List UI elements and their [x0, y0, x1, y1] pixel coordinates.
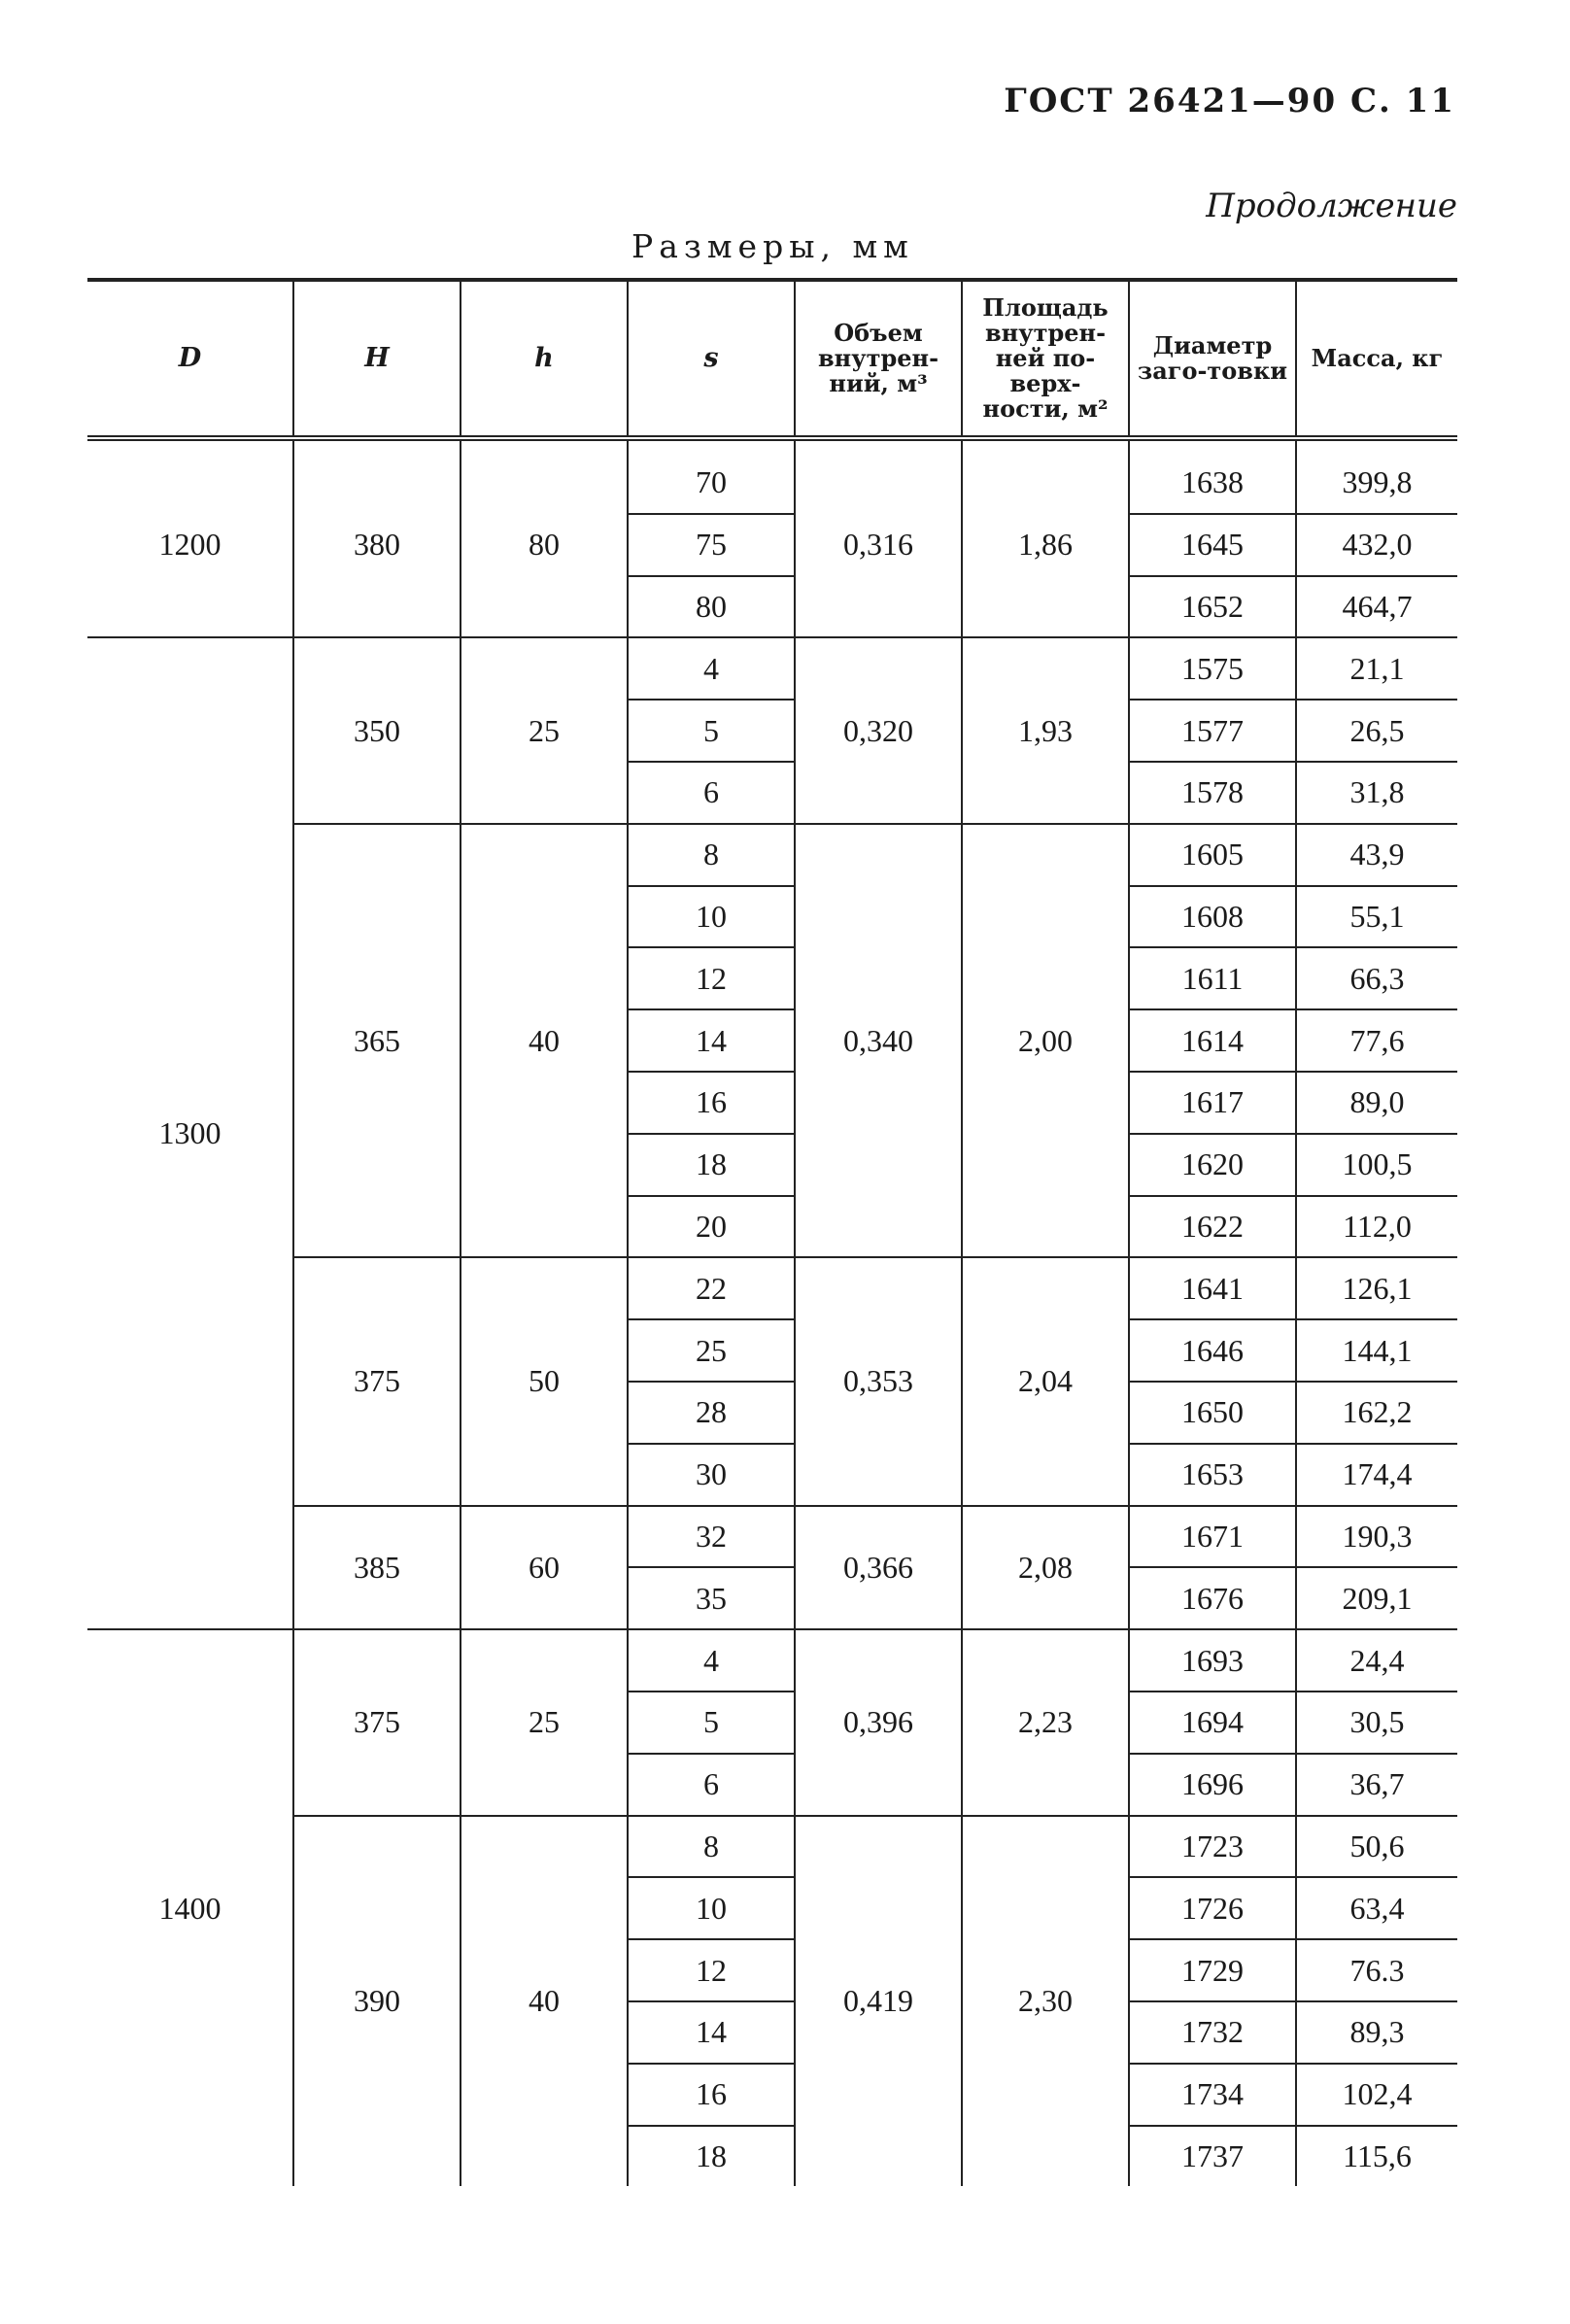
cell-mass: 89,0 — [1296, 1072, 1457, 1134]
cell-blank-diameter: 1734 — [1129, 2064, 1296, 2126]
cell-blank-diameter: 1578 — [1129, 762, 1296, 824]
cell-h: 40 — [461, 824, 628, 1258]
cell-mass: 43,9 — [1296, 824, 1457, 886]
cell-mass: 432,0 — [1296, 514, 1457, 576]
cell-s: 16 — [628, 1072, 795, 1134]
cell-mass: 55,1 — [1296, 886, 1457, 948]
cell-h: 80 — [461, 453, 628, 637]
cell-mass: 36,7 — [1296, 1754, 1457, 1816]
cell-area: 2,30 — [962, 1816, 1129, 2187]
cell-blank-diameter: 1693 — [1129, 1629, 1296, 1692]
cell-mass: 89,3 — [1296, 2001, 1457, 2064]
cell-D: 1300 — [87, 637, 293, 1629]
cell-s: 8 — [628, 1816, 795, 1878]
table-row — [87, 1506, 1457, 1568]
cell-s: 5 — [628, 700, 795, 762]
cell-blank-diameter: 1577 — [1129, 700, 1296, 762]
cell-area: 2,00 — [962, 824, 1129, 1258]
header-row — [87, 280, 1457, 438]
cell-blank-diameter: 1646 — [1129, 1319, 1296, 1382]
cell-h: 25 — [461, 637, 628, 823]
cell-H: 375 — [293, 1629, 461, 1815]
cell-h: 40 — [461, 1816, 628, 2187]
cell-blank-diameter: 1676 — [1129, 1567, 1296, 1629]
cell-s: 20 — [628, 1196, 795, 1258]
cell-blank-diameter: 1671 — [1129, 1506, 1296, 1568]
cell-blank-diameter: 1605 — [1129, 824, 1296, 886]
cell-s: 28 — [628, 1382, 795, 1444]
cell-mass: 126,1 — [1296, 1257, 1457, 1319]
table-body — [87, 438, 1457, 2186]
cell-s: 32 — [628, 1506, 795, 1568]
cell-s: 10 — [628, 886, 795, 948]
cell-blank-diameter: 1614 — [1129, 1009, 1296, 1072]
cell-volume: 0,366 — [795, 1506, 962, 1630]
cell-s: 12 — [628, 947, 795, 1009]
cell-mass: 144,1 — [1296, 1319, 1457, 1382]
cell-s: 16 — [628, 2064, 795, 2126]
cell-mass: 66,3 — [1296, 947, 1457, 1009]
cell-mass: 102,4 — [1296, 2064, 1457, 2126]
cell-s: 30 — [628, 1444, 795, 1506]
cell-s: 12 — [628, 1939, 795, 2001]
cell-blank-diameter: 1641 — [1129, 1257, 1296, 1319]
cell-volume: 0,316 — [795, 453, 962, 637]
cell-D: 1400 — [87, 1629, 293, 2186]
cell-mass: 190,3 — [1296, 1506, 1457, 1568]
cell-s: 8 — [628, 824, 795, 886]
col-header-h: h — [461, 280, 628, 438]
cell-mass: 50,6 — [1296, 1816, 1457, 1878]
cell-s: 70 — [628, 453, 795, 514]
cell-H: 375 — [293, 1257, 461, 1505]
dimensions-table — [87, 278, 1457, 2186]
table-row — [87, 1257, 1457, 1319]
cell-s: 75 — [628, 514, 795, 576]
cell-s: 80 — [628, 576, 795, 638]
cell-s: 35 — [628, 1567, 795, 1629]
cell-H: 380 — [293, 453, 461, 637]
cell-area: 2,08 — [962, 1506, 1129, 1630]
cell-blank-diameter: 1575 — [1129, 637, 1296, 700]
col-header-area: Площадь внутрен-ней по-верх-ности, м² — [962, 280, 1129, 438]
cell-blank-diameter: 1726 — [1129, 1877, 1296, 1939]
cell-area: 2,04 — [962, 1257, 1129, 1505]
cell-s: 18 — [628, 2126, 795, 2187]
col-header-blank-diameter: Диаметр заго-товки — [1129, 280, 1296, 438]
cell-H: 365 — [293, 824, 461, 1258]
cell-h: 25 — [461, 1629, 628, 1815]
cell-blank-diameter: 1608 — [1129, 886, 1296, 948]
cell-mass: 112,0 — [1296, 1196, 1457, 1258]
cell-s: 4 — [628, 637, 795, 700]
cell-volume: 0,353 — [795, 1257, 962, 1505]
cell-s: 4 — [628, 1629, 795, 1692]
cell-s: 25 — [628, 1319, 795, 1382]
cell-blank-diameter: 1652 — [1129, 576, 1296, 638]
col-header-mass: Масса, кг — [1296, 280, 1457, 438]
cell-H: 350 — [293, 637, 461, 823]
cell-s: 22 — [628, 1257, 795, 1319]
cell-blank-diameter: 1620 — [1129, 1134, 1296, 1196]
col-header-volume: Объем внутрен-ний, м³ — [795, 280, 962, 438]
document-reference: ГОСТ 26421—90 С. 11 — [1004, 82, 1455, 120]
cell-mass: 24,4 — [1296, 1629, 1457, 1692]
cell-mass: 174,4 — [1296, 1444, 1457, 1506]
cell-mass: 31,8 — [1296, 762, 1457, 824]
cell-s: 5 — [628, 1692, 795, 1754]
cell-mass: 162,2 — [1296, 1382, 1457, 1444]
cell-s: 14 — [628, 1009, 795, 1072]
cell-blank-diameter: 1723 — [1129, 1816, 1296, 1878]
cell-H: 390 — [293, 1816, 461, 2187]
cell-mass: 30,5 — [1296, 1692, 1457, 1754]
cell-D: 1200 — [87, 453, 293, 637]
cell-H: 385 — [293, 1506, 461, 1630]
cell-h: 60 — [461, 1506, 628, 1630]
cell-s: 6 — [628, 762, 795, 824]
cell-blank-diameter: 1737 — [1129, 2126, 1296, 2187]
cell-mass: 399,8 — [1296, 453, 1457, 514]
cell-s: 14 — [628, 2001, 795, 2064]
continuation-label: Продолжение — [1206, 187, 1457, 225]
cell-mass: 26,5 — [1296, 700, 1457, 762]
cell-mass: 77,6 — [1296, 1009, 1457, 1072]
table-row — [87, 453, 1457, 514]
cell-blank-diameter: 1653 — [1129, 1444, 1296, 1506]
cell-volume: 0,396 — [795, 1629, 962, 1815]
cell-blank-diameter: 1732 — [1129, 2001, 1296, 2064]
cell-blank-diameter: 1729 — [1129, 1939, 1296, 2001]
cell-blank-diameter: 1645 — [1129, 514, 1296, 576]
cell-blank-diameter: 1622 — [1129, 1196, 1296, 1258]
col-header-D: D — [87, 280, 293, 438]
cell-mass: 209,1 — [1296, 1567, 1457, 1629]
cell-mass: 100,5 — [1296, 1134, 1457, 1196]
cell-blank-diameter: 1638 — [1129, 453, 1296, 514]
cell-blank-diameter: 1694 — [1129, 1692, 1296, 1754]
cell-volume: 0,419 — [795, 1816, 962, 2187]
cell-mass: 76.3 — [1296, 1939, 1457, 2001]
cell-mass: 115,6 — [1296, 2126, 1457, 2187]
cell-area: 1,93 — [962, 637, 1129, 823]
table-row — [87, 824, 1457, 886]
table-row — [87, 1629, 1457, 1692]
table-row — [87, 1816, 1457, 1878]
col-header-H: H — [293, 280, 461, 438]
cell-mass: 63,4 — [1296, 1877, 1457, 1939]
cell-blank-diameter: 1611 — [1129, 947, 1296, 1009]
units-caption: Размеры, мм — [631, 227, 914, 265]
col-header-s: s — [628, 280, 795, 438]
cell-s: 18 — [628, 1134, 795, 1196]
cell-s: 10 — [628, 1877, 795, 1939]
table-row — [87, 637, 1457, 700]
cell-blank-diameter: 1696 — [1129, 1754, 1296, 1816]
cell-area: 1,86 — [962, 453, 1129, 637]
cell-volume: 0,340 — [795, 824, 962, 1258]
cell-s: 6 — [628, 1754, 795, 1816]
cell-volume: 0,320 — [795, 637, 962, 823]
cell-h: 50 — [461, 1257, 628, 1505]
cell-blank-diameter: 1650 — [1129, 1382, 1296, 1444]
cell-blank-diameter: 1617 — [1129, 1072, 1296, 1134]
cell-mass: 21,1 — [1296, 637, 1457, 700]
cell-mass: 464,7 — [1296, 576, 1457, 638]
cell-area: 2,23 — [962, 1629, 1129, 1815]
